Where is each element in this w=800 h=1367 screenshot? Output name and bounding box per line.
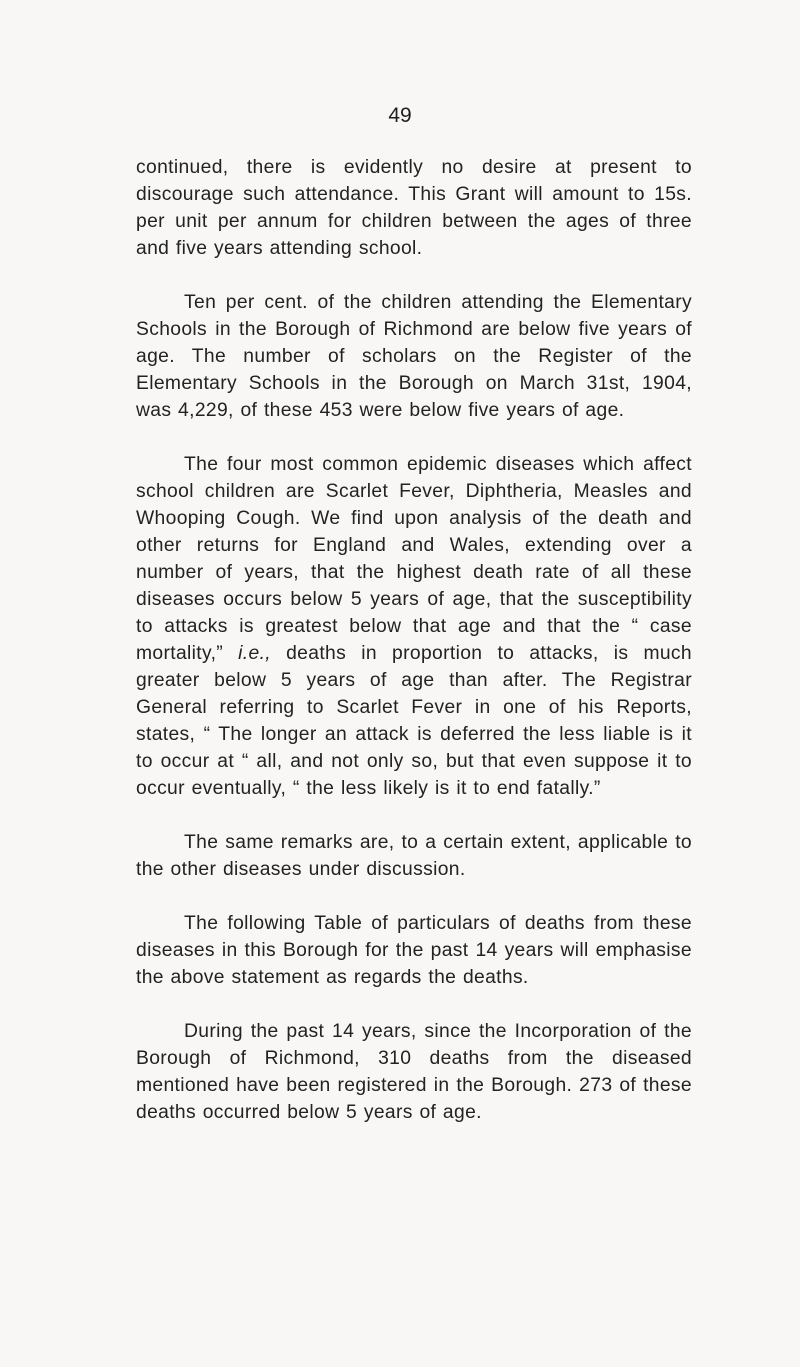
paragraph-text-continued: deaths in proportion to attacks, is much greater below 5 years of age than after. The Registrar General referring to Scarlet Fever in one of his Reports, states, “ The longer an attack is deferred the less liable is it to occur at “ all, and not only so, but that even suppose it to occur eventually, “ the less likely is it to end fatally.” bbox=[136, 643, 692, 799]
paragraph-continued bbox=[136, 154, 692, 262]
italic-abbreviation: i.e., bbox=[238, 643, 271, 664]
paragraph-text: Ten per cent. of the children attending the Elementary Schools in the Borough of Richmond are below five years of age. The number of scholars on the Register of the Elementary Schools in the Borough on March 31st, 1904, was 4,229, of these 453 were below five years of age. bbox=[136, 292, 692, 421]
paragraph-text: continued, there is evidently no desire at present to discourage such attendance. This Grant will amount to 15s. per unit per annum for children between the ages of three and five years attending school. bbox=[136, 157, 692, 259]
paragraph-same-remarks bbox=[136, 829, 692, 883]
page-number: 49 bbox=[388, 104, 412, 127]
paragraph-text: During the past 14 years, since the Incorporation of the Borough of Richmond, 310 deaths from the diseased mentioned have been registered in the Borough. 273 of these deaths occurred below 5 years of age. bbox=[136, 1021, 692, 1123]
paragraph-deaths-registered bbox=[136, 1018, 692, 1126]
body-text bbox=[136, 154, 692, 1153]
paragraph-text: The same remarks are, to a certain extent, applicable to the other diseases under discussion. bbox=[136, 832, 692, 880]
paragraph-epidemic-diseases bbox=[136, 451, 692, 802]
paragraph-following-table bbox=[136, 910, 692, 991]
paragraph-text: The following Table of particulars of deaths from these diseases in this Borough for the past 14 years will emphasise the above statement as regards the deaths. bbox=[136, 913, 692, 988]
paragraph-school-age bbox=[136, 289, 692, 424]
paragraph-text: The four most common epidemic diseases which affect school children are Scarlet Fever, Diphtheria, Measles and Whooping Cough. We find upon analysis of the death and other returns for England and Wales, extending over a number of years, that the highest death rate of all these diseases occurs below 5 years of age, that the susceptibility to attacks is greatest below that age and that the “ case mortality,” bbox=[136, 454, 692, 664]
